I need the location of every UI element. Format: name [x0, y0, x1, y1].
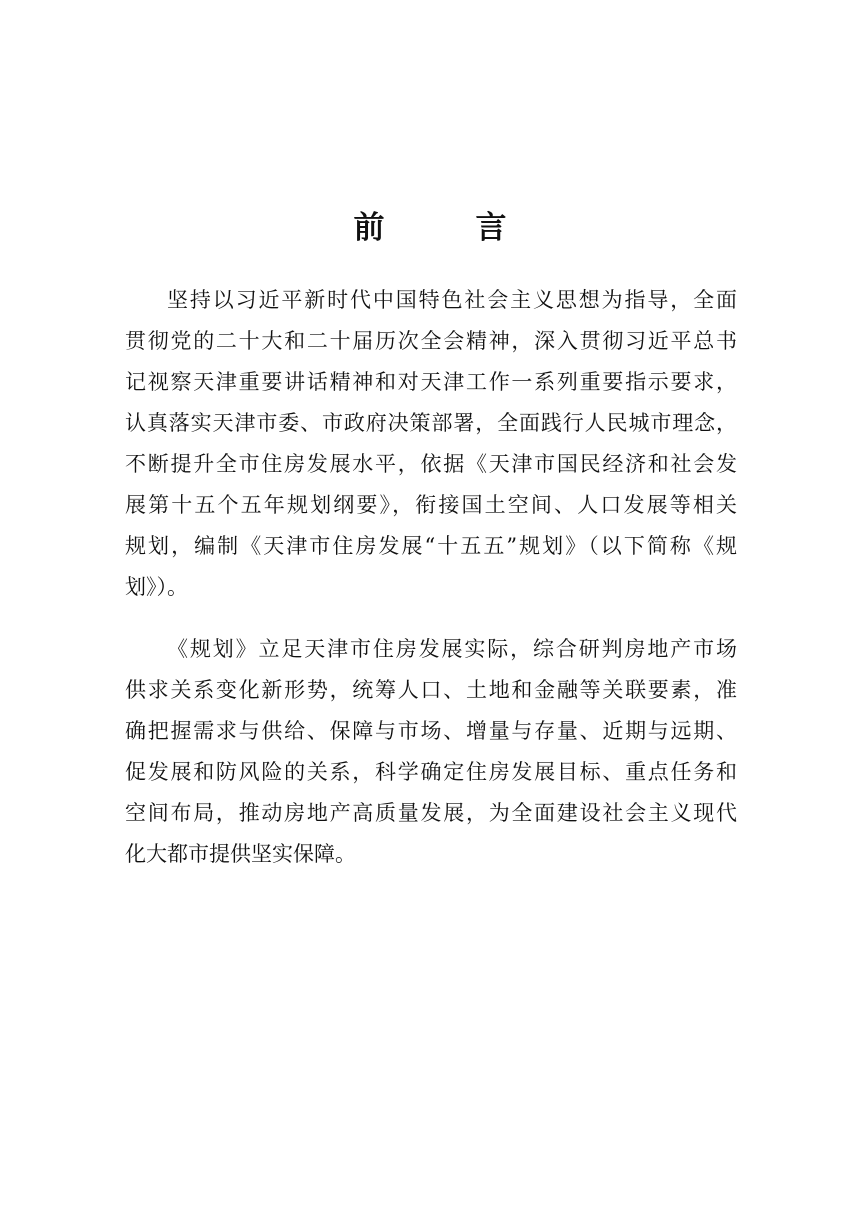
- paragraph-line: 认真落实天津市委、市政府决策部署，全面践行人民城市理念，: [125, 411, 737, 435]
- paragraph-line: 记视察天津重要讲话精神和对天津工作一系列重要指示要求，: [125, 370, 737, 394]
- paragraph-line: 划》）。: [125, 575, 188, 599]
- paragraph-line: 《规划》立足天津市住房发展实际，综合研判房地产市场: [167, 637, 737, 661]
- paragraph-line: 供求关系变化新形势，统筹人口、土地和金融等关联要素，准: [125, 678, 737, 702]
- paragraph-line: 展第十五个五年规划纲要》，衔接国土空间、人口发展等相关: [125, 493, 737, 517]
- paragraph-line: 贯彻党的二十大和二十届历次全会精神，深入贯彻习近平总书: [125, 329, 737, 353]
- paragraph-line: 促发展和防风险的关系，科学确定住房发展目标、重点任务和: [125, 760, 737, 784]
- paragraph-line: 坚持以习近平新时代中国特色社会主义思想为指导，全面: [167, 288, 737, 312]
- paragraph-line: 化大都市提供坚实保障。: [125, 842, 356, 866]
- paragraph-line: 不断提升全市住房发展水平，依据《天津市国民经济和社会发: [125, 452, 737, 476]
- preface-paragraph-1: [125, 280, 737, 608]
- preface-paragraph-2: [125, 629, 737, 875]
- paragraph-line: 空间布局，推动房地产高质量发展，为全面建设社会主义现代: [125, 801, 737, 825]
- page-title: 前 言: [353, 210, 537, 246]
- paragraph-line: 确把握需求与供给、保障与市场、增量与存量、近期与远期、: [125, 719, 737, 743]
- paragraph-line: 规划，编制《天津市住房发展“十五五”规划》（以下简称《规: [125, 534, 737, 558]
